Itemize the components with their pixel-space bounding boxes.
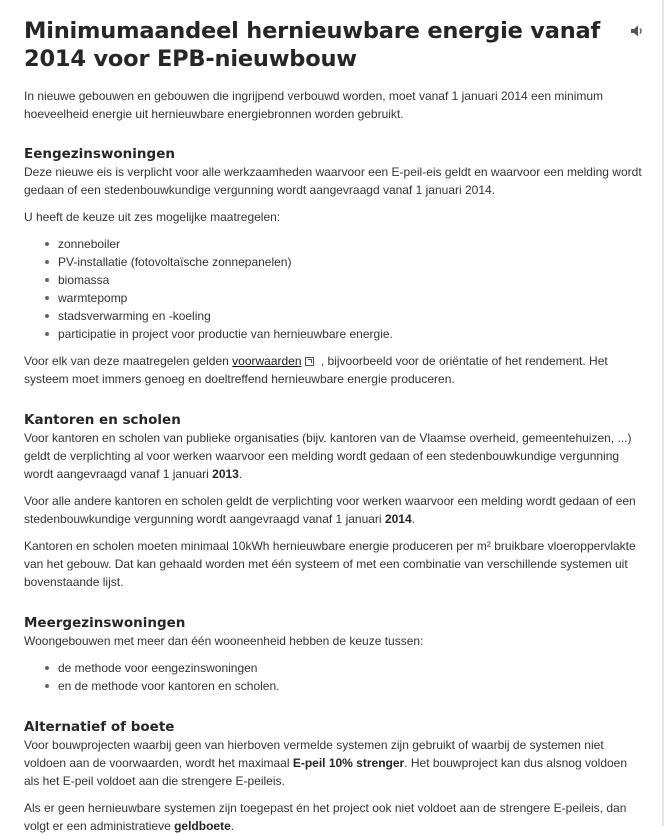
- boete-p1-end: . Het bouwproject kan dus alsnog voldoen als het E-peil voldoet aan die strengere E-peileis.: [24, 756, 628, 788]
- p3-text-after: , bijvoorbeeld voor de oriëntatie of het rendement. Het systeem moet immers genoeg en doeltreffend hernieuwbare energie produceren.: [24, 354, 608, 386]
- kantoren-paragraph-3: Kantoren en scholen moeten minimaal 10kWh hernieuwbare energie produceren per m² bruikbare vloeroppervlakte van het gebouw. Dat kan gehaald worden met één systeem of met een combinatie van verschillende systemen uit bovenstaande lijst.: [24, 539, 636, 589]
- page-title: Minimumaandeel hernieuwbare energie vanaf 2014 voor EPB-nieuwbouw: [24, 18, 601, 72]
- list-item: biomassa: [58, 271, 642, 289]
- kantoren-p2-year: 2014: [384, 512, 412, 526]
- kantoren-p1-end: .: [238, 467, 243, 481]
- eengezins-paragraph-2: U heeft de keuze uit zes mogelijke maatregelen:: [24, 210, 281, 224]
- list-item: warmtepomp: [58, 289, 642, 307]
- heading-meergezinswoningen: Meergezinswoningen: [24, 615, 186, 631]
- boete-p1-text: Voor bouwprojecten waarbij geen van hierboven vermelde systemen zijn gebruikt of waarbij de systemen niet voldoen aan de voorwaarden, wordt het maximaal: [24, 738, 604, 770]
- kantoren-p2-text: Voor alle andere kantoren en scholen geldt de verplichting voor werken waarvoor een melding wordt gedaan of een stedenbouwkundige vergunning wordt aangevraagd vanaf 1 januari: [24, 494, 636, 526]
- kantoren-paragraph-2: [24, 492, 642, 528]
- kantoren-paragraph-1: [24, 429, 642, 483]
- boete-p2-bold: geldboete: [174, 819, 231, 833]
- kantoren-p2-end: .: [411, 512, 415, 526]
- list-item: stadsverwarming en -koeling: [58, 307, 642, 325]
- boete-paragraph-2: [24, 799, 642, 835]
- article: [24, 0, 642, 835]
- heading-kantoren-en-scholen: Kantoren en scholen: [24, 412, 181, 428]
- voorwaarden-link[interactable]: voorwaarden: [232, 354, 302, 368]
- maatregelen-list: [24, 235, 642, 343]
- boete-paragraph-1: [24, 736, 642, 790]
- methode-list: [24, 659, 642, 695]
- list-item: en de methode voor kantoren en scholen.: [58, 677, 642, 695]
- boete-p2-end: .: [230, 819, 235, 833]
- list-item: PV-installatie (fotovoltaïsche zonnepanelen): [58, 253, 642, 271]
- kantoren-p1-text: Voor kantoren en scholen van publieke organisaties (bijv. kantoren van de Vlaamse overheid, gemeentehuizen, ...) geldt de verplichting al voor werken waarvoor een melding wordt gedaan of een stedenbouwkundige vergunning wordt aangevraagd vanaf 1 januari: [24, 431, 632, 481]
- heading-alternatief-of-boete: Alternatief of boete: [24, 719, 175, 735]
- boete-p2-text: Als er geen hernieuwbare systemen zijn toegepast én het project ook niet voldoet aan de strengere E-peileis, dan volgt er een administratieve: [24, 801, 627, 833]
- intro-paragraph: In nieuwe gebouwen en gebouwen die ingrijpend verbouwd worden, moet vanaf 1 januari 2014 een minimum hoeveelheid energie uit hernieuwbare energiebronnen worden gebruikt.: [24, 89, 604, 121]
- eengezins-paragraph-1: Deze nieuwe eis is verplicht voor alle werkzaamheden waarvoor een E-peil-eis geldt en waarvoor een melding wordt gedaan of een stedenbouwkundige vergunning wordt aangevraagd vanaf 1 januari 2014.: [24, 165, 642, 197]
- external-link-icon: [305, 357, 314, 366]
- p3-text-before: Voor elk van deze maatregelen gelden: [24, 354, 233, 368]
- boete-p1-bold: E-peil 10% strenger: [292, 756, 405, 770]
- eengezins-paragraph-3: [24, 352, 642, 388]
- heading-eengezinswoningen: Eengezinswoningen: [24, 146, 175, 162]
- list-item: participatie in project voor productie van hernieuwbare energie.: [58, 325, 642, 343]
- kantoren-p1-year: 2013: [212, 467, 239, 481]
- list-item: zonneboiler: [58, 235, 642, 253]
- list-item: de methode voor eengezinswoningen: [58, 659, 642, 677]
- meergezins-paragraph-1: Woongebouwen met meer dan één wooneenheid hebben de keuze tussen:: [24, 634, 424, 648]
